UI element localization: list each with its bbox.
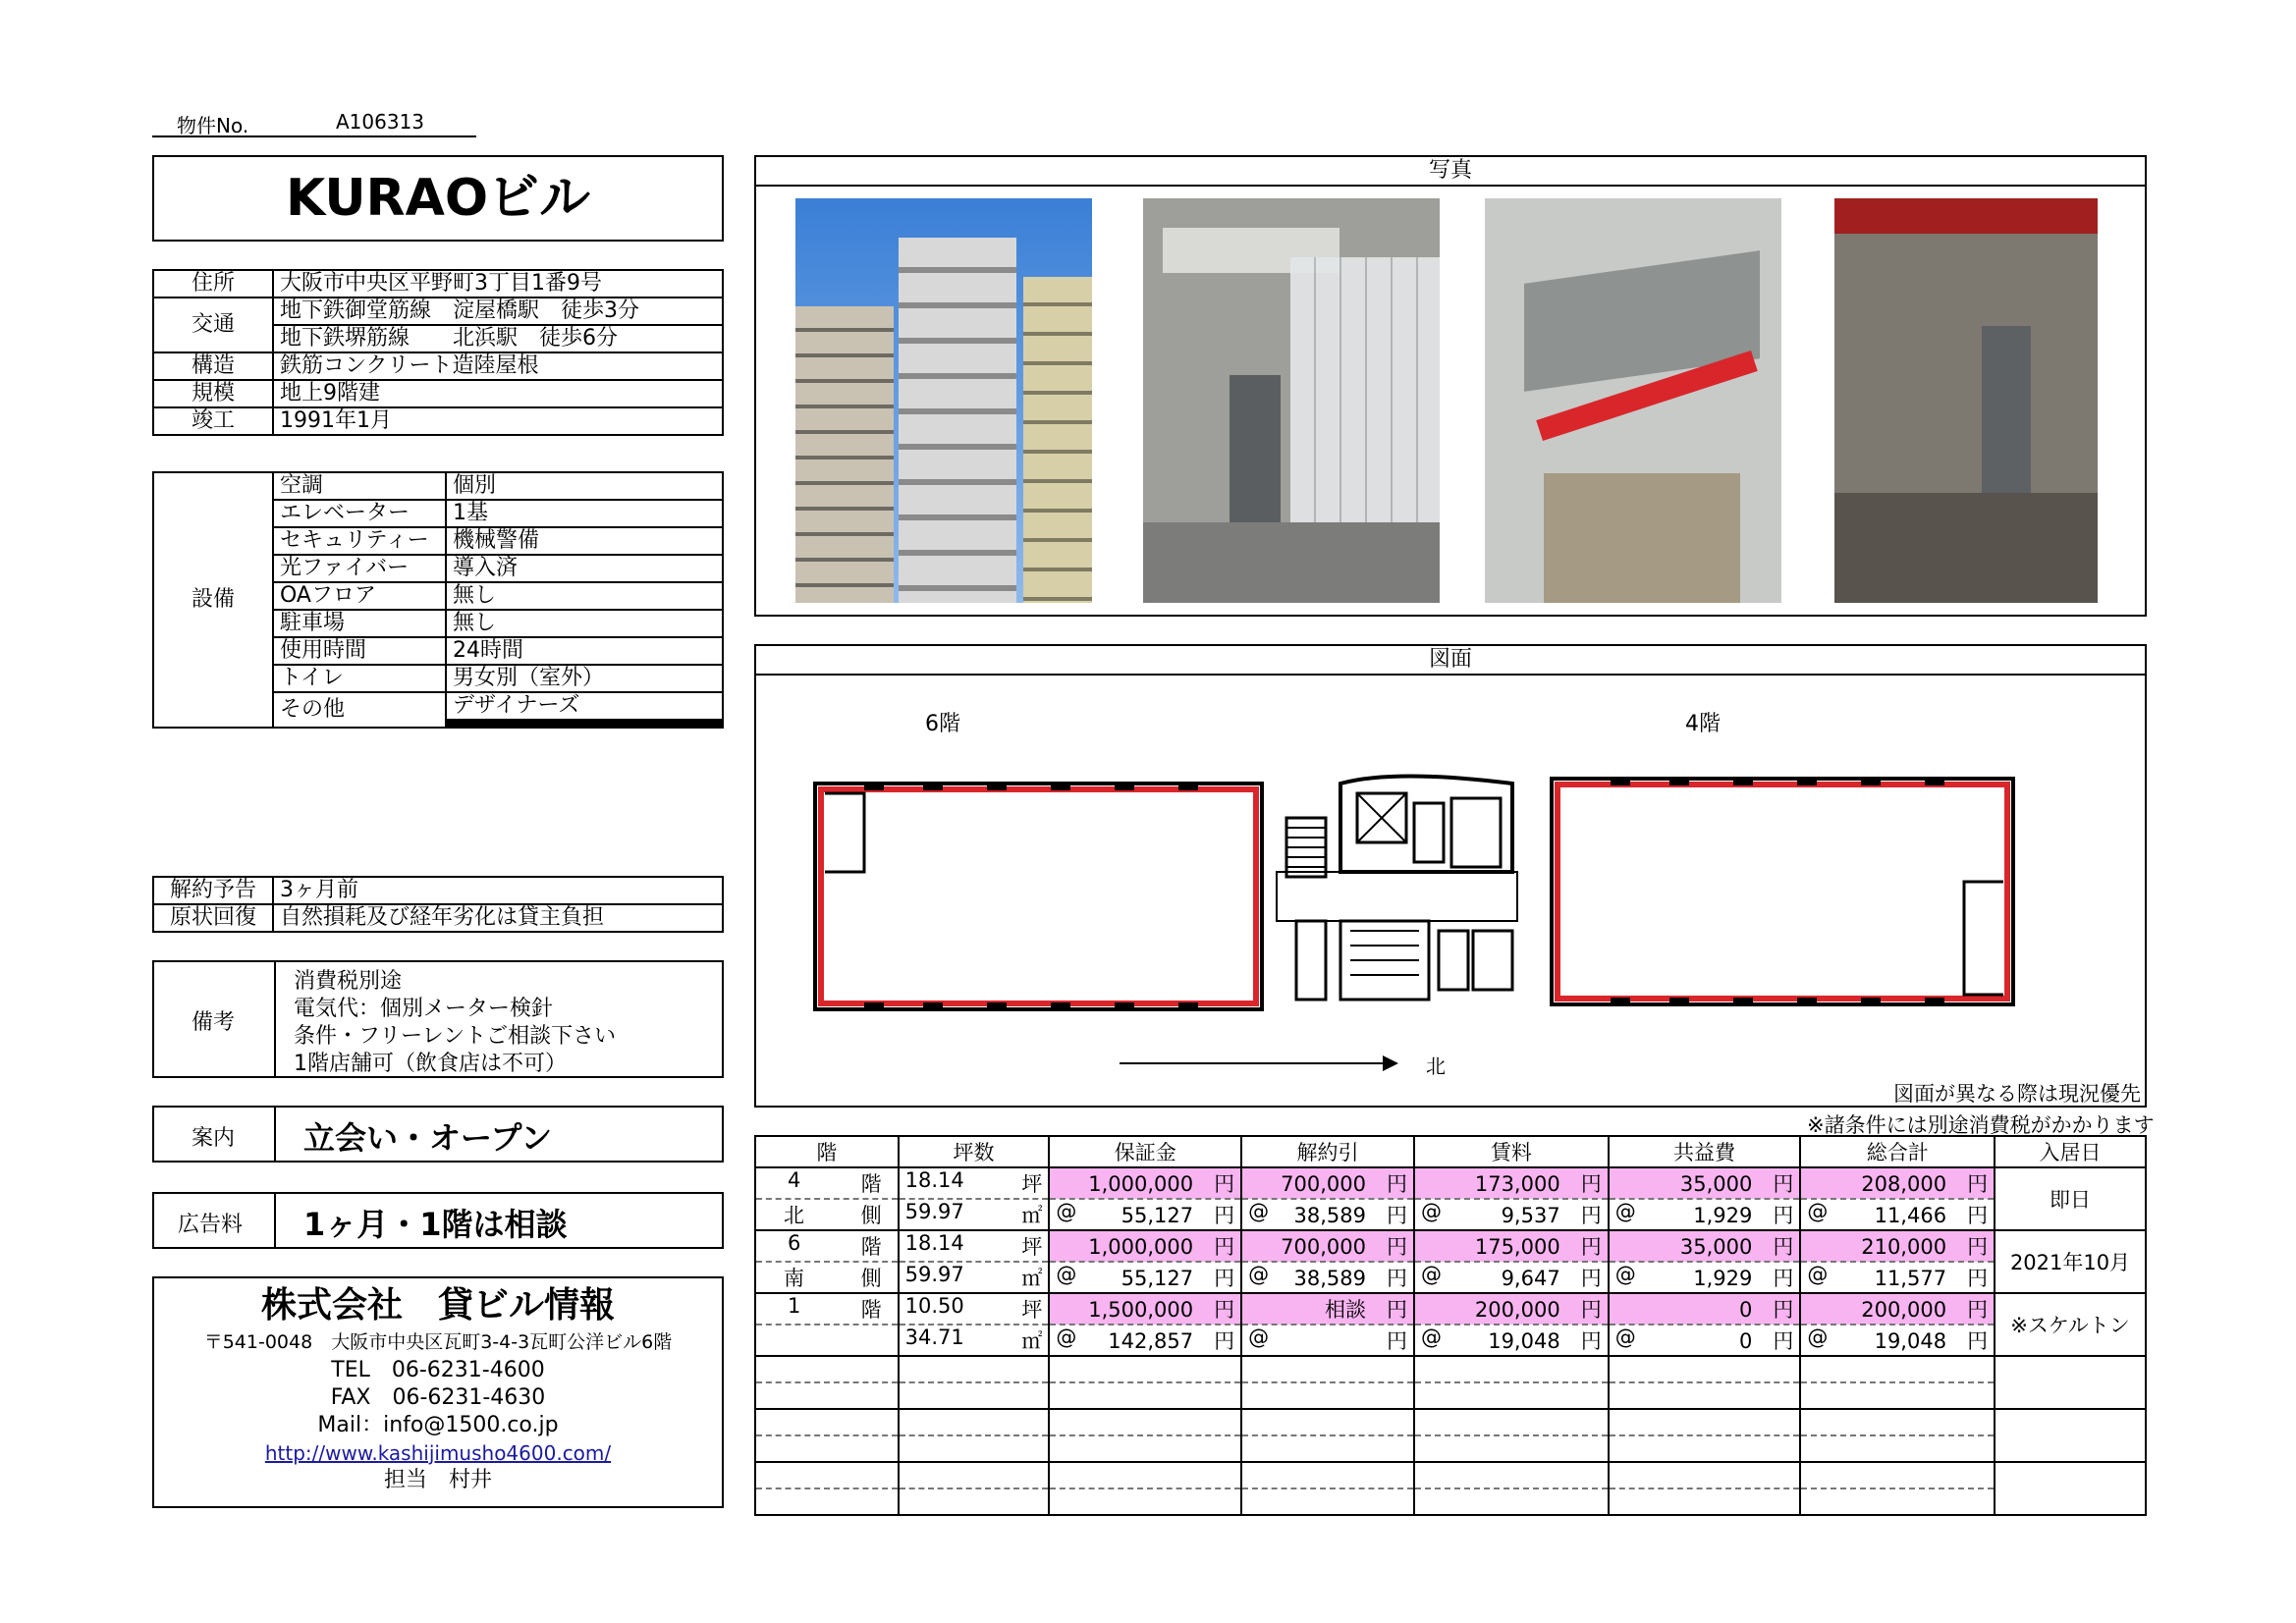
move-in: ※スケルトン [1995, 1293, 2146, 1356]
facility-label: トイレ [273, 665, 446, 692]
yen: 円 [1773, 1329, 1794, 1353]
cancel: 700,000 [1281, 1235, 1366, 1259]
remarks-line: 1階店舗可（飲食店は不可） [294, 1052, 567, 1076]
empty-row [755, 1435, 2146, 1462]
facilities-label: 設備 [153, 472, 273, 728]
tax-note: ※諸条件には別途消費税がかかります [1807, 1113, 2155, 1137]
table-row [755, 1293, 2146, 1325]
empty-row [755, 1356, 2146, 1382]
header-tsubo: 坪数 [899, 1136, 1050, 1167]
yen: 円 [1580, 1204, 1602, 1227]
access-label: 交通 [153, 298, 273, 352]
company-box [152, 1276, 724, 1508]
yen: 円 [1386, 1172, 1407, 1196]
yen: 円 [1580, 1235, 1602, 1259]
plan-label-4f: 4階 [1685, 712, 1721, 736]
plan-title: 図面 [756, 646, 2145, 676]
deposit-per-tsubo: 142,857 [1108, 1329, 1194, 1353]
property-no-label: 物件No. [177, 114, 249, 137]
total-per-tsubo: 11,577 [1874, 1267, 1947, 1290]
ad-fee-value: 1ヶ月・1階は相談 [303, 1206, 568, 1243]
yen: 円 [1967, 1267, 1989, 1290]
floor [1143, 522, 1440, 603]
empty-row [755, 1462, 2146, 1488]
facility-label: 光ファイバー [273, 555, 446, 582]
at: @ [1614, 1325, 1636, 1349]
yen: 円 [1967, 1172, 1989, 1196]
rent-per-tsubo: 19,048 [1488, 1329, 1560, 1353]
restoration-value: 自然損耗及び経年劣化は貸主負担 [273, 904, 723, 932]
right-building [1023, 277, 1092, 603]
facility-value: 機械警備 [446, 527, 723, 555]
building-name-box [152, 155, 724, 242]
side: 南 [784, 1267, 804, 1290]
facility-value: 24時間 [446, 637, 723, 665]
remarks-line: 電気代：個別メーター検針 [294, 997, 554, 1021]
company-contact: 担当 村井 [383, 1468, 492, 1492]
tsubo: 18.14 [904, 1231, 964, 1255]
rent: 200,000 [1474, 1298, 1560, 1322]
entrance-photo [1143, 198, 1440, 603]
facility-value: 導入済 [446, 555, 723, 582]
common: 35,000 [1679, 1172, 1753, 1196]
other-label: その他 [273, 692, 446, 728]
access-value-2: 地下鉄堺筋線 北浜駅 徒歩6分 [273, 325, 723, 352]
north-arrow-head [1383, 1055, 1398, 1071]
common-per-tsubo: 1,929 [1693, 1204, 1753, 1227]
at: @ [1420, 1200, 1442, 1223]
facility-value: 1基 [446, 500, 723, 527]
rent-per-tsubo: 9,647 [1501, 1267, 1560, 1290]
hall-floor [1834, 493, 2098, 603]
company-tel: TEL 06-6231-4600 [331, 1358, 545, 1382]
total: 200,000 [1861, 1298, 1947, 1322]
sqm: 34.71 [904, 1325, 964, 1349]
empty-row [755, 1382, 2146, 1409]
at: @ [1056, 1200, 1077, 1223]
remarks-line: 条件・フリーレントご相談下さい [294, 1024, 617, 1049]
yen: 円 [1773, 1298, 1794, 1322]
building-exterior-photo [795, 198, 1092, 603]
sqm-unit: ㎡ [1021, 1329, 1043, 1353]
sqm: 59.97 [904, 1263, 964, 1286]
tsubo-unit: 坪 [1021, 1235, 1043, 1259]
atrium-photo [1485, 198, 1781, 603]
table-row [755, 1167, 2146, 1199]
rent-table [754, 1135, 2147, 1516]
yen: 円 [1773, 1204, 1794, 1227]
sqm-unit: ㎡ [1021, 1267, 1043, 1290]
cancel: 相談 [1324, 1298, 1366, 1322]
remarks-divider [274, 962, 276, 1076]
facility-value: 無し [446, 610, 723, 637]
at: @ [1248, 1325, 1270, 1349]
facilities-table [152, 471, 724, 729]
sqm-unit: ㎡ [1021, 1204, 1043, 1227]
ad-fee-label: 広告料 [178, 1213, 244, 1237]
yen: 円 [1386, 1204, 1407, 1227]
restoration-label: 原状回復 [153, 904, 273, 932]
floor: 4 [788, 1168, 801, 1192]
photos-title: 写真 [756, 157, 2145, 187]
remarks-label: 備考 [191, 1010, 236, 1035]
at: @ [1248, 1263, 1270, 1286]
at: @ [1248, 1200, 1270, 1223]
common: 35,000 [1679, 1235, 1753, 1259]
yen: 円 [1386, 1267, 1407, 1290]
facility-label: OAフロア [273, 582, 446, 610]
cancel: 700,000 [1281, 1172, 1366, 1196]
completion-value: 1991年1月 [273, 407, 723, 435]
empty-row [755, 1488, 2146, 1515]
facility-value: 無し [446, 582, 723, 610]
rent: 175,000 [1474, 1235, 1560, 1259]
guide-box [152, 1106, 724, 1163]
scale-label: 規模 [153, 380, 273, 407]
company-address: 〒541-0048 大阪市中央区瓦町3-4-3瓦町公洋ビル6階 [203, 1331, 673, 1353]
other-value [446, 726, 723, 728]
left-building [795, 306, 894, 603]
company-url[interactable]: http://www.kashijimusho4600.com/ [264, 1441, 612, 1465]
company-fax: FAX 06-6231-4630 [330, 1385, 546, 1410]
address-label: 住所 [153, 270, 273, 298]
side-unit: 側 [860, 1267, 882, 1290]
floor: 6 [788, 1231, 801, 1255]
floor: 1 [788, 1294, 801, 1318]
tsubo-unit: 坪 [1021, 1172, 1043, 1196]
at: @ [1807, 1325, 1829, 1349]
ad-fee-divider [274, 1194, 276, 1247]
facility-label: エレベーター [273, 500, 446, 527]
photos-panel [754, 155, 2147, 617]
remarks-line: 消費税別途 [294, 969, 403, 994]
facility-value: 個別 [446, 472, 723, 500]
header-common: 共益費 [1609, 1136, 1801, 1167]
facility-label: 使用時間 [273, 637, 446, 665]
total: 208,000 [1861, 1172, 1947, 1196]
structure-label: 構造 [153, 352, 273, 380]
company-mail: Mail：info@1500.co.jp [317, 1413, 559, 1437]
tsubo: 18.14 [904, 1168, 964, 1192]
deposit-per-tsubo: 55,127 [1121, 1267, 1194, 1290]
yen: 円 [1214, 1267, 1235, 1290]
yen: 円 [1773, 1235, 1794, 1259]
side: 北 [784, 1204, 804, 1227]
at: @ [1614, 1263, 1636, 1286]
yen: 円 [1773, 1172, 1794, 1196]
table-row [755, 1230, 2146, 1262]
table-row [755, 1199, 2146, 1230]
yen: 円 [1214, 1172, 1235, 1196]
guide-value: 立会い・オープン [303, 1119, 553, 1157]
notice-label: 解約予告 [153, 877, 273, 904]
at: @ [1420, 1325, 1442, 1349]
move-in: 2021年10月 [1995, 1230, 2146, 1293]
structure-value: 鉄筋コンクリート造陸屋根 [273, 352, 723, 380]
tsubo-unit: 坪 [1021, 1298, 1043, 1322]
company-name: 株式会社 貸ビル情報 [260, 1285, 615, 1325]
yen: 円 [1386, 1298, 1407, 1322]
move-in: 即日 [1995, 1167, 2146, 1230]
floor-plan-drawing [805, 774, 2062, 1029]
common-per-tsubo: 0 [1738, 1329, 1753, 1353]
yen: 円 [1580, 1329, 1602, 1353]
yen: 円 [1386, 1329, 1407, 1353]
floor-unit: 階 [860, 1298, 882, 1322]
yen: 円 [1580, 1298, 1602, 1322]
floor-unit: 階 [860, 1235, 882, 1259]
floor-plan-panel [754, 644, 2147, 1108]
rent-per-tsubo: 9,537 [1501, 1204, 1560, 1227]
at: @ [1056, 1263, 1077, 1286]
deposit: 1,500,000 [1088, 1298, 1194, 1322]
common: 0 [1738, 1298, 1753, 1322]
at: @ [1056, 1325, 1077, 1349]
scale-value: 地上9階建 [273, 380, 723, 407]
yen: 円 [1967, 1204, 1989, 1227]
plan-label-6f: 6階 [925, 712, 960, 736]
rent: 173,000 [1474, 1172, 1560, 1196]
remarks-box [152, 960, 724, 1078]
notice-value: 3ヶ月前 [273, 877, 723, 904]
header-total: 総合計 [1800, 1136, 1995, 1167]
cancel-per-tsubo: 38,589 [1293, 1204, 1366, 1227]
side-unit: 側 [860, 1204, 882, 1227]
elevator-door [1982, 326, 2031, 493]
ad-fee-box [152, 1192, 724, 1249]
yen: 円 [1967, 1235, 1989, 1259]
total-per-tsubo: 19,048 [1874, 1329, 1947, 1353]
building-name: KURAOビル [285, 169, 591, 228]
yen: 円 [1214, 1329, 1235, 1353]
header-deposit: 保証金 [1049, 1136, 1241, 1167]
yen: 円 [1214, 1298, 1235, 1322]
yen: 円 [1214, 1204, 1235, 1227]
plan-note: 図面が異なる際は現況優先 [1893, 1082, 2141, 1106]
red-ceiling [1834, 198, 2098, 234]
access-value-1: 地下鉄御堂筋線 淀屋橋駅 徒歩3分 [273, 298, 723, 325]
facade [899, 238, 1016, 603]
header-cancel: 解約引 [1241, 1136, 1414, 1167]
lobby [1544, 473, 1740, 603]
at: @ [1807, 1200, 1829, 1223]
tsubo: 10.50 [904, 1294, 964, 1318]
deposit-per-tsubo: 55,127 [1121, 1204, 1194, 1227]
completion-label: 竣工 [153, 407, 273, 435]
table-row [755, 1325, 2146, 1356]
common-per-tsubo: 1,929 [1693, 1267, 1753, 1290]
deposit: 1,000,000 [1088, 1172, 1194, 1196]
facility-label: 空調 [273, 472, 446, 500]
property-no-value: A106313 [336, 110, 425, 134]
guide-label: 案内 [191, 1126, 236, 1151]
yen: 円 [1967, 1329, 1989, 1353]
yen: 円 [1214, 1235, 1235, 1259]
door [1230, 375, 1281, 522]
facility-label: セキュリティー [273, 527, 446, 555]
address-value: 大阪市中央区平野町3丁目1番9号 [273, 270, 723, 298]
contract-table [152, 876, 724, 933]
yen: 円 [1580, 1172, 1602, 1196]
elevator-hall-photo [1834, 198, 2098, 603]
yen: 円 [1386, 1235, 1407, 1259]
header-move-in: 入居日 [1995, 1136, 2146, 1167]
deposit: 1,000,000 [1088, 1235, 1194, 1259]
sqm: 59.97 [904, 1200, 964, 1223]
floor-unit: 階 [860, 1172, 882, 1196]
north-label: 北 [1426, 1055, 1446, 1078]
other-value: デザイナーズ [446, 692, 723, 720]
basic-info-table [152, 269, 724, 436]
header-rent: 賃料 [1414, 1136, 1609, 1167]
empty-row [755, 1409, 2146, 1435]
at: @ [1420, 1263, 1442, 1286]
property-no-underline [152, 135, 476, 137]
facility-value: 男女別（室外） [446, 665, 723, 692]
header-floor: 階 [755, 1136, 899, 1167]
guide-divider [274, 1108, 276, 1161]
total-per-tsubo: 11,466 [1874, 1204, 1947, 1227]
total: 210,000 [1861, 1235, 1947, 1259]
at: @ [1614, 1200, 1636, 1223]
facility-label: 駐車場 [273, 610, 446, 637]
table-row [755, 1262, 2146, 1293]
at: @ [1807, 1263, 1829, 1286]
cancel-per-tsubo: 38,589 [1293, 1267, 1366, 1290]
yen: 円 [1580, 1267, 1602, 1290]
yen: 円 [1773, 1267, 1794, 1290]
yen: 円 [1967, 1298, 1989, 1322]
north-arrow-line [1120, 1062, 1387, 1064]
